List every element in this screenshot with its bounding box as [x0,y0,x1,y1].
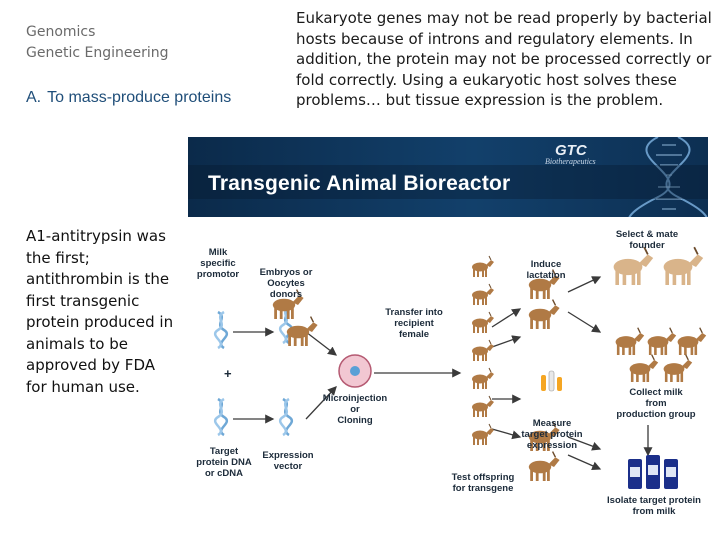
label-isolate-protein: Isolate target protein from milk [607,495,701,517]
bioreactor-figure [188,137,708,527]
heading-number: A. [26,89,42,106]
section-heading [26,89,231,107]
label-target-dna: Target protein DNA or cDNA [196,446,252,479]
topic-name: Genetic Engineering [26,45,169,61]
label-measure: Measure target protein expression [521,418,583,451]
label-collect-milk: Collect milk from production group [616,387,696,420]
dna-helix-icon [215,312,227,348]
milk-bottles-icon [628,455,678,489]
label-test-offspring: Test offspring for transgene [451,472,515,494]
label-transfer: Transfer into recipient female [385,307,443,340]
side-note: A1-antitrypsin was the first; antithrombin is the first transgenic protein produced in animals to be approved by FDA for human use. [26,227,174,396]
gtc-logo-subtext: Biotherapeutics [545,157,596,166]
heading-text: To mass-produce proteins [47,89,232,106]
recipient-goats [472,256,494,445]
plus-sign: + [224,366,232,381]
label-microinjection: Microinjection or Cloning [322,393,388,426]
banner-title: Transgenic Animal Bioreactor [208,172,511,195]
label-embryos: Embryos or Oocytes donors [259,267,313,300]
label-expression-vector: Expression vector [262,450,314,472]
course-name: Genomics [26,24,96,40]
label-milk-promoter: Milk specific promotor [196,247,240,280]
founder-goats [614,247,704,285]
test-tubes-icon [541,371,562,391]
label-select-mate: Select & mate founder [615,229,679,251]
egg-nucleus-icon [350,366,360,376]
intro-paragraph: Eukaryote genes may not be read properly by bacterial hosts because of introns and regulatory elements. In addition, the protein may not be processed correctly or fold correctly. Using a eukaryotic host solves these problems… but tissue expression is the problem. [296,9,712,109]
label-induce-lactation: Induce lactation [526,259,566,281]
course-header [26,22,168,64]
dna-helix-icon [280,399,292,435]
production-goats [616,328,707,382]
gtc-logo: GTC [555,142,587,159]
dna-helix-icon [215,399,227,435]
